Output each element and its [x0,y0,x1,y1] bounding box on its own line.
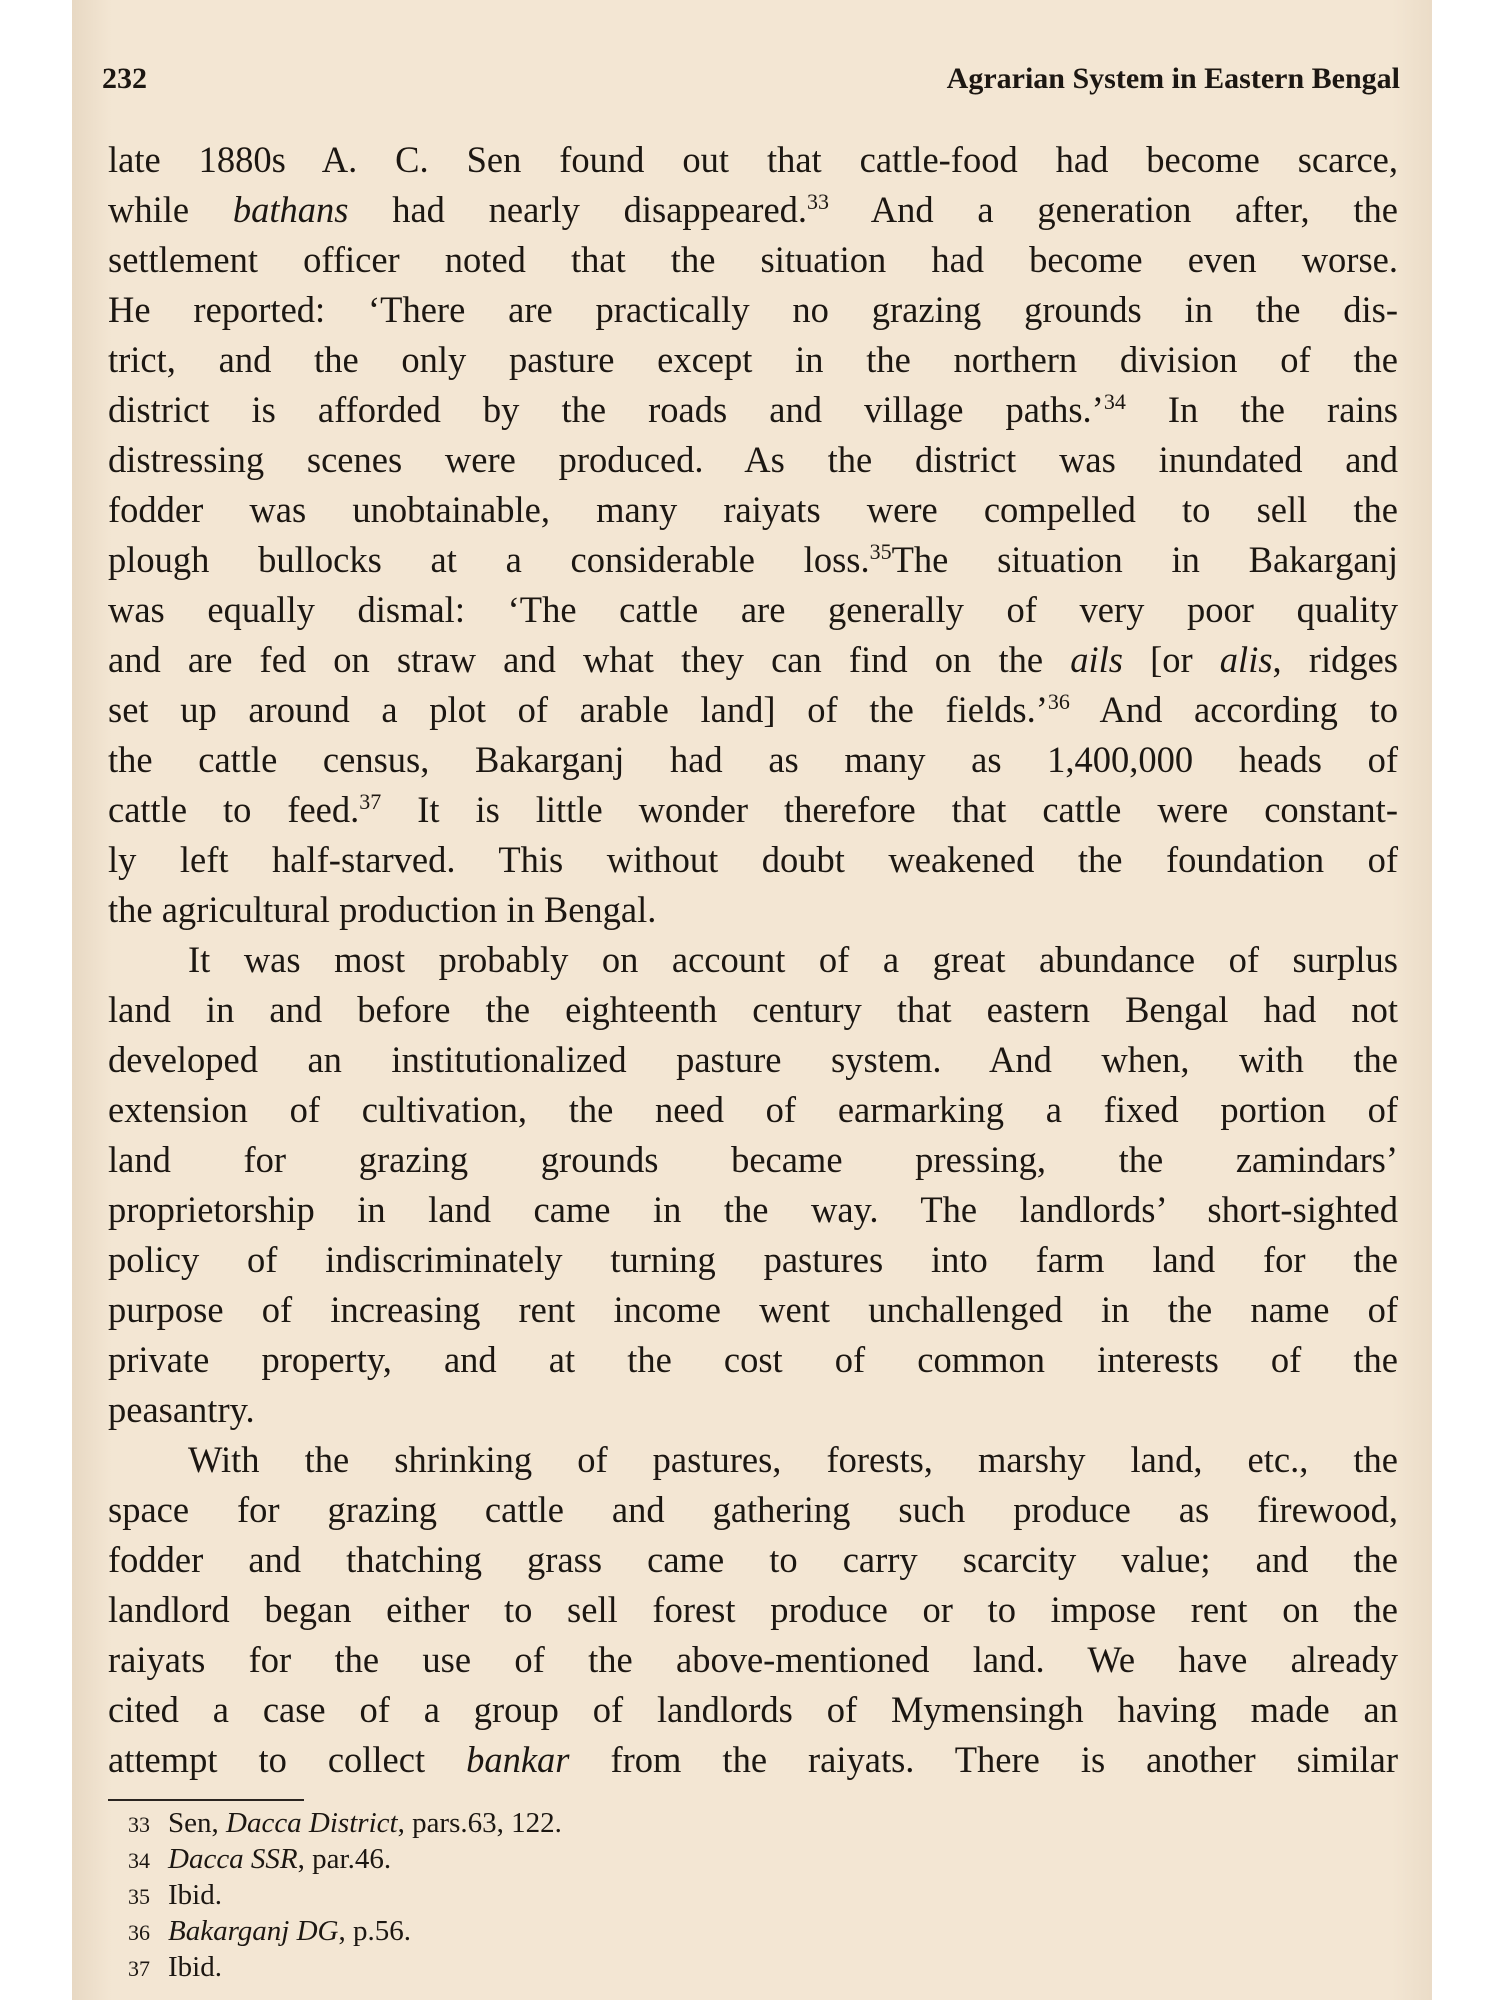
text-line: space for grazing cattle and gathering such produce as firewood, [108,1489,1398,1530]
text-line: landlord began either to sell forest produce or to impose rent on the [108,1589,1398,1630]
footnote: 33 Sen, Dacca District, pars.63, 122. [128,1807,562,1839]
text-line: fodder and thatching grass came to carry scarcity value; and the [108,1539,1398,1580]
text-line: while bathans had nearly disappeared.$^{33}$ And a generation after, the [108,188,1398,230]
text-line: and are fed on straw and what they can find on the ails [or alis, ridges [108,639,1399,680]
footnote-divider [108,1799,304,1801]
text-line: settlement officer noted that the situation had become even worse. [108,239,1398,280]
text-line: late 1880s A. C. Sen found out that cattle-food had become scarce, [108,139,1398,180]
page-header [102,62,1400,102]
text-line: proprietorship in land came in the way. The landlords’ short-sighted [108,1189,1398,1230]
running-head: Agrarian System in Eastern Bengal [946,62,1400,95]
text-line: attempt to collect bankar from the raiyats. There is another similar [108,1739,1398,1780]
book-page [72,0,1432,2000]
text-line: land for grazing grounds became pressing, the zamindars’ [108,1139,1398,1180]
text-line: cattle to feed.$^{37}$ It is little wonder therefore that cattle were constant- [108,788,1398,830]
text-line: plough bullocks at a considerable loss.$^{35}$The situation in Bakarganj [108,538,1398,580]
footnote: 34 Dacca SSR, par.46. [128,1843,392,1875]
text-line: raiyats for the use of the above-mentioned land. We have already [108,1639,1398,1680]
text-line: ly left half-starved. This without doubt weakened the foundation of [108,839,1398,880]
text-line: was equally dismal: ‘The cattle are generally of very poor quality [108,589,1398,630]
footnote: 37 Ibid. [128,1951,222,1983]
footnote: 36 Bakarganj DG, p.56. [128,1915,411,1947]
text-line: He reported: ‘There are practically no grazing grounds in the dis- [108,289,1398,330]
footnote: 35 Ibid. [128,1879,222,1911]
text-line: private property, and at the cost of common interests of the [108,1339,1398,1380]
text-line: trict, and the only pasture except in the northern division of the [108,339,1398,380]
text-line: set up around a plot of arable land] of the fields.’$^{36}$ And according to [108,688,1398,730]
footnote-ref: 37 [359,788,382,814]
text-line: the cattle census, Bakarganj had as many as 1,400,000 heads of [108,739,1398,780]
text-line: extension of cultivation, the need of earmarking a fixed portion of [108,1089,1398,1130]
footnote-ref: 36 [1047,688,1070,714]
text-line: With the shrinking of pastures, forests, marshy land, etc., the [188,1439,1398,1480]
text-line: developed an institutionalized pasture system. And when, with the [108,1039,1398,1080]
text-line: It was most probably on account of a great abundance of surplus [188,939,1398,980]
page-number: 232 [102,62,147,95]
body-text [108,135,1398,1785]
text-line: purpose of increasing rent income went unchallenged in the name of [108,1289,1398,1330]
text-line: fodder was unobtainable, many raiyats were compelled to sell the [108,489,1398,530]
text-line: distressing scenes were produced. As the district was inundated and [108,439,1398,480]
footnote-ref: 34 [1103,388,1126,414]
text-line: land in and before the eighteenth century that eastern Bengal had not [108,989,1398,1030]
text-line: cited a case of a group of landlords of Mymensingh having made an [108,1689,1398,1730]
text-line: policy of indiscriminately turning pastures into farm land for the [108,1239,1398,1280]
footnotes [128,1805,928,1985]
text-line: peasantry. [108,1389,255,1430]
text-line: the agricultural production in Bengal. [108,889,657,930]
footnote-ref: 35 [869,538,892,564]
text-line: district is afforded by the roads and village paths.’$^{34}$ In the rains [108,388,1398,430]
footnote-ref: 33 [807,188,830,214]
